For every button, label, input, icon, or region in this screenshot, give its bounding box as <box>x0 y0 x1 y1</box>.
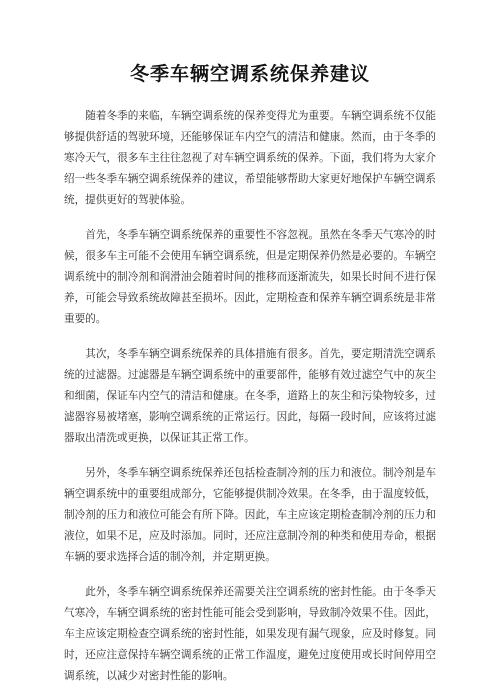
paragraph-filter-cleaning: 其次，冬季车辆空调系统保养的具体措施有很多。首先，要定期清洗空调系统的过滤器。过滤器是车辆空调系统中的重要部件，能够有效过滤空气中的灰尘和细菌，保证车内空气的清洁和健康。在冬季，道路上的灰尘和污染物较多，过滤器容易被堵塞，影响空调系统的正常运行。因此，每隔一段时间，应该将过滤器取出清洗或更换，以保证其正常工作。 <box>64 348 436 444</box>
paragraph-refrigerant-check: 另外，冬季车辆空调系统保养还包括检查制冷剂的压力和液位。制冷剂是车辆空调系统中的重要组成部分，它能够提供制冷效果。在冬季，由于温度较低，制冷剂的压力和液位可能会有所下降。因此，车主应该定期检查制冷剂的压力和液位，如果不足，应及时添加。同时，还应注意制冷剂的种类和使用寿命，根据车辆的要求选择合适的制冷剂，并定期更换。 <box>64 467 436 563</box>
paragraph-intro: 随着冬季的来临，车辆空调系统的保养变得尤为重要。车辆空调系统不仅能够提供舒适的驾驶环境，还能够保证车内空气的清洁和健康。然而，由于冬季的寒冷天气，很多车主往往忽视了对车辆空调系统的保养。下面，我们将为大家介绍一些冬季车辆空调系统保养的建议，希望能够帮助大家更好地保护车辆空调系统，提供更好的驾驶体验。 <box>64 110 436 206</box>
document-body <box>64 106 436 687</box>
paragraph-importance: 首先，冬季车辆空调系统保养的重要性不容忽视。虽然在冬季天气寒冷的时候，很多车主可能不会使用车辆空调系统，但是定期保养仍然是必要的。车辆空调系统中的制冷剂和润滑油会随着时间的推移而逐渐流失，如果长时间不进行保养，可能会导致系统故障甚至损坏。因此，定期检查和保养车辆空调系统是非常重要的。 <box>64 229 436 325</box>
document-title: 冬季车辆空调系统保养建议 <box>129 63 370 85</box>
paragraph-seal-performance: 此外，冬季车辆空调系统保养还需要关注空调系统的密封性能。由于冬季天气寒冷，车辆空调系统的密封性能可能会受到影响，导致制冷效果不佳。因此，车主应该定期检查空调系统的密封性能，如果发现有漏气现象，应及时修复。同时，还应注意保持车辆空调系统的正常工作温度，避免过度使用或长时间停用空调系统，以减少对密封性能的影响。 <box>64 586 436 682</box>
